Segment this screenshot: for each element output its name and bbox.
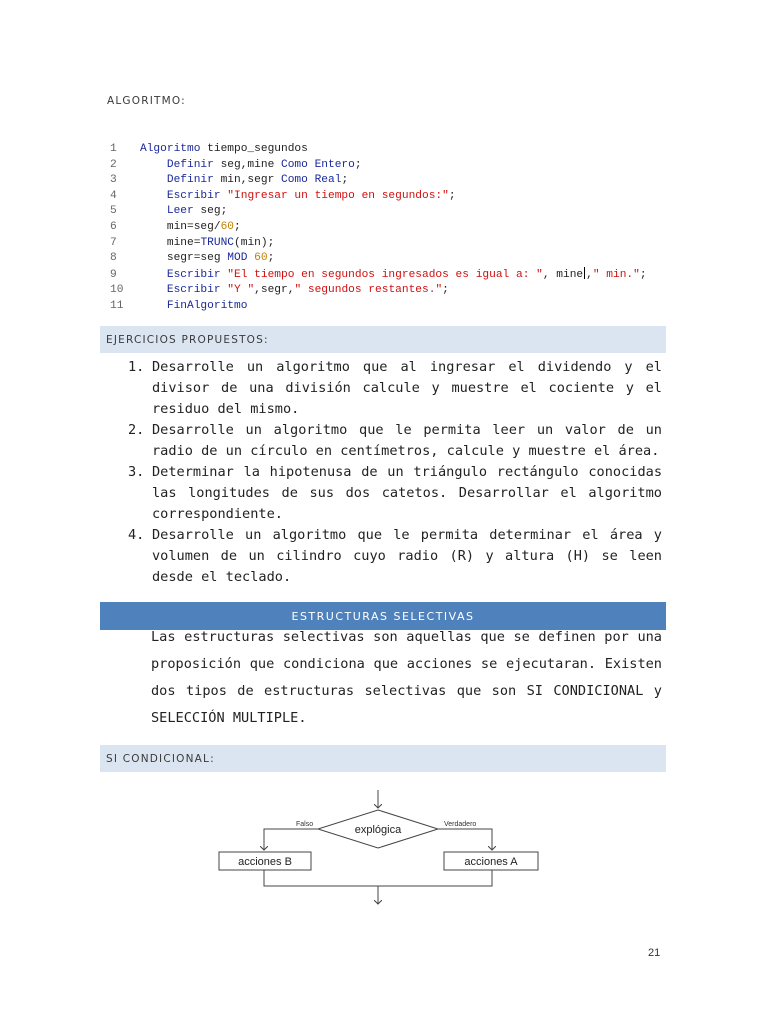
code-line-number: 9	[110, 268, 117, 281]
code-line	[110, 173, 647, 189]
exercise-item	[128, 525, 662, 588]
page-number: 21	[648, 947, 661, 959]
code-line	[110, 158, 647, 174]
merge-line	[264, 870, 492, 886]
code-token: ;	[267, 252, 275, 265]
code-token: seg,mine	[213, 158, 281, 171]
exercise-number: 4.	[128, 527, 145, 543]
code-token: seg;	[193, 205, 228, 218]
si-condicional-flowchart	[210, 788, 550, 913]
code-token: " min."	[592, 268, 640, 281]
false-label: Falso	[296, 821, 314, 828]
code-token: Definir	[140, 174, 214, 187]
code-line-number: 6	[110, 220, 117, 233]
code-token: Como Real	[281, 174, 342, 187]
code-line-number: 5	[110, 205, 117, 218]
code-token: FinAlgoritmo	[140, 299, 248, 312]
code-token: 60	[254, 252, 268, 265]
false-branch-line	[264, 829, 318, 850]
code-token: Leer	[140, 205, 194, 218]
si-condicional-heading: SI CONDICIONAL:	[106, 752, 215, 765]
code-token: ;	[639, 268, 647, 281]
true-branch-line	[438, 829, 492, 850]
text-cursor	[584, 267, 585, 279]
code-listing	[110, 142, 647, 315]
code-token: min=seg/	[140, 220, 221, 233]
code-line	[110, 204, 647, 220]
code-token: " segundos restantes."	[294, 284, 443, 297]
code-token: min,segr	[213, 174, 281, 187]
exercise-item	[128, 462, 662, 525]
exercise-number: 3.	[128, 464, 145, 480]
code-token: Escribir	[140, 284, 221, 297]
code-token: ;	[341, 174, 349, 187]
estructuras-paragraph: Las estructuras selectivas son aquellas que se definen por una proposición que condiciona que acciones se ejecutaran. Existen dos tipos de estructuras selectivas que son SI CONDICIONAL y SELECCIÓN MULTIPLE.	[151, 629, 662, 726]
code-token: Como Entero	[281, 158, 355, 171]
exercises-list	[128, 357, 662, 588]
code-token: TRUNC	[200, 236, 235, 249]
code-token: "Y "	[227, 284, 255, 297]
code-token: ;	[448, 189, 456, 202]
exercise-text: Desarrolle un algoritmo que le permita determinar el área y volumen de un cilindro cuyo radio (R) y altura (H) se leen desde el teclado.	[152, 527, 662, 585]
code-token: mine=	[140, 236, 201, 249]
code-line	[110, 236, 647, 252]
code-line	[110, 220, 647, 236]
exercise-text: Determinar la hipotenusa de un triángulo rectángulo conocidas las longitudes de sus dos catetos. Desarrollar el algoritmo correspondiente.	[152, 464, 662, 522]
algoritmo-heading: ALGORITMO:	[107, 95, 186, 107]
code-line-number: 2	[110, 158, 117, 171]
code-token: Algoritmo	[140, 143, 201, 155]
code-line-number: 10	[110, 284, 124, 297]
code-line-number: 8	[110, 252, 117, 265]
code-line	[110, 283, 647, 299]
code-token: (min);	[234, 236, 275, 249]
acciones-a-text: acciones A	[464, 856, 518, 868]
exercise-number: 2.	[128, 422, 145, 438]
estructuras-heading: ESTRUCTURAS SELECTIVAS	[291, 609, 475, 623]
code-token: , mine	[542, 268, 584, 281]
code-token: Escribir	[140, 189, 221, 202]
exercise-text: Desarrolle un algoritmo que le permita leer un valor de un radio de un círculo en centímetros, calcule y muestre el área.	[152, 422, 662, 459]
code-line-number: 4	[110, 189, 117, 202]
ejercicios-heading: EJERCICIOS PROPUESTOS:	[106, 333, 269, 346]
acciones-b-text: acciones B	[238, 856, 292, 868]
code-line	[110, 189, 647, 205]
code-token: segr=seg	[140, 252, 228, 265]
decision-condition-text: explógica	[354, 824, 402, 836]
code-line-number: 7	[110, 236, 117, 249]
true-label: Verdadero	[444, 821, 477, 828]
code-token: ;	[442, 284, 449, 297]
code-token: "Ingresar un tiempo en segundos:"	[227, 189, 449, 202]
si-condicional-heading-band	[100, 745, 666, 772]
code-token: ,	[586, 268, 593, 281]
code-token: Escribir	[140, 268, 221, 281]
code-token: "El tiempo en segundos ingresados es igual a: "	[227, 268, 543, 281]
code-line	[110, 251, 647, 267]
exercise-item	[128, 420, 662, 462]
code-line-number: 3	[110, 174, 117, 187]
code-token: 60	[220, 220, 235, 233]
code-line	[110, 299, 647, 315]
exercise-item	[128, 357, 662, 420]
code-token: MOD	[227, 252, 248, 265]
code-token: ;	[234, 220, 241, 233]
code-line	[110, 267, 647, 284]
code-line-number: 1	[110, 143, 117, 155]
code-token: Definir	[140, 158, 214, 171]
code-line-number: 11	[110, 299, 124, 312]
exercise-text: Desarrolle un algoritmo que al ingresar el dividendo y el divisor de una división calcule y muestre el cociente y el residuo del mismo.	[152, 359, 662, 417]
exercise-number: 1.	[128, 359, 145, 375]
code-token: ;	[354, 158, 362, 171]
code-token: tiempo_segundos	[200, 143, 308, 155]
ejercicios-heading-band	[100, 326, 666, 353]
code-line	[110, 142, 647, 158]
code-token: ,segr,	[254, 284, 295, 297]
